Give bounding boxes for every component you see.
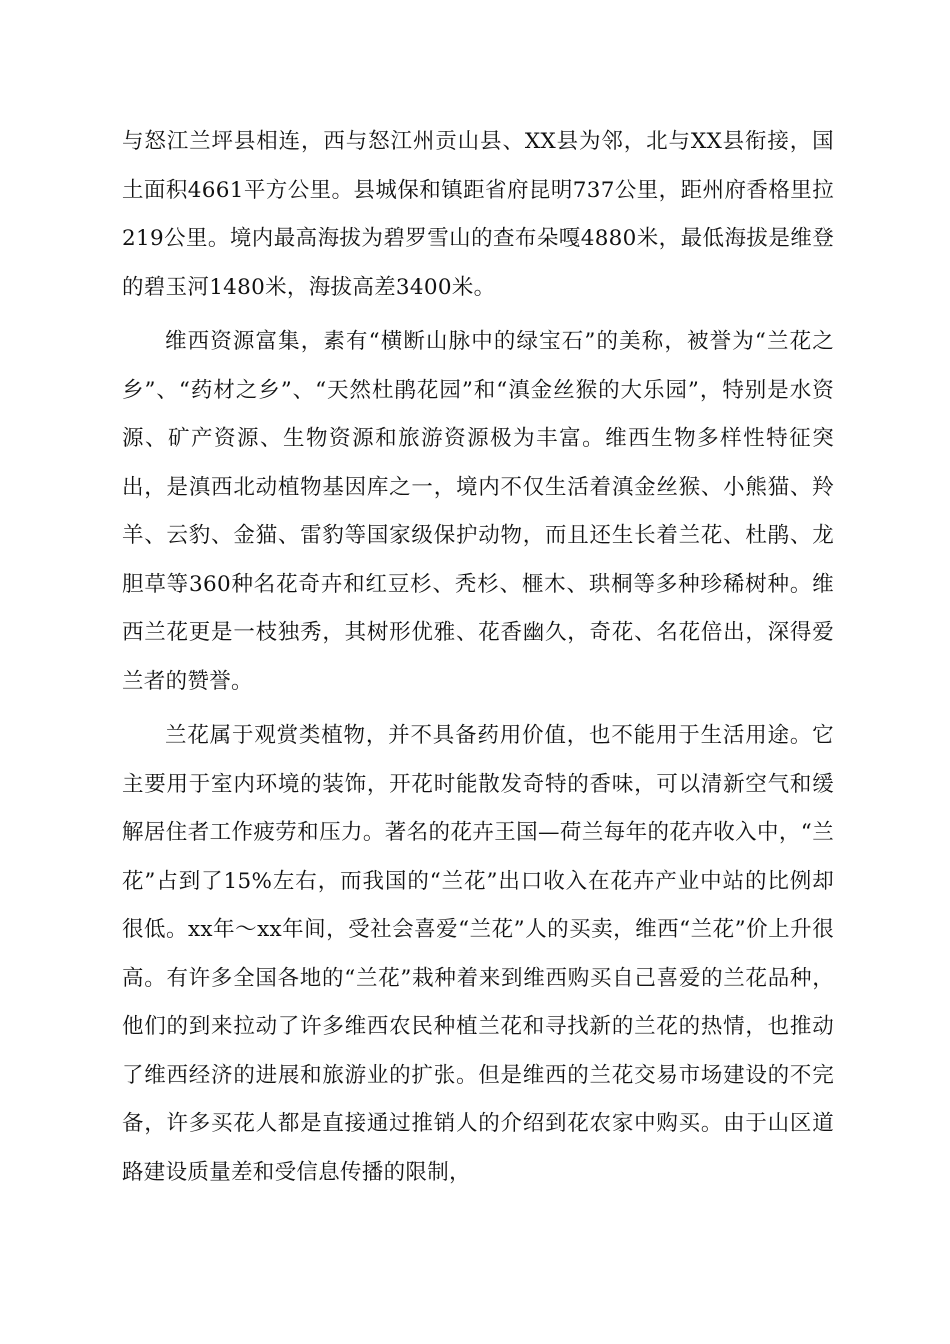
paragraph-resources: 维西资源富集，素有“横断山脉中的绿宝石”的美称，被誉为“兰花之乡”、“药材之乡”、“天然杜鹃花园”和“滇金丝猴的大乐园”，特别是水资源、矿产资源、生物资源和旅游资源极为丰富。维西生物多样性特征突出，是滇西北动植物基因库之一，境内不仅生活着滇金丝猴、小熊猫、羚羊、云豹、金猫、雷豹等国家级保护动物，而且还生长着兰花、杜鹃、龙胆草等360种名花奇卉和红豆杉、秃杉、榧木、珙桐等多种珍稀树种。维西兰花更是一枝独秀，其树形优雅、花香幽久，奇花、名花倍出，深得爱兰者的赞誉。 — [122, 329, 834, 694]
document-body — [122, 118, 834, 1197]
paragraph-orchid: 兰花属于观赏类植物，并不具备药用价值，也不能用于生活用途。它主要用于室内环境的装饰，开花时能散发奇特的香味，可以清新空气和缓解居住者工作疲劳和压力。著名的花卉王国—荷兰每年的花卉收入中，“兰花”占到了15%左右，而我国的“兰花”出口收入在花卉产业中站的比例却很低。xx年～xx年间，受社会喜爱“兰花”人的买卖，维西“兰花”价上升很高。有许多全国各地的“兰花”栽种着来到维西购买自己喜爱的兰花品种，他们的到来拉动了许多维西农民种植兰花和寻找新的兰花的热情，也推动了维西经济的进展和旅游业的扩张。但是维西的兰花交易市场建设的不完备，许多买花人都是直接通过推销人的介绍到花农家中购买。由于山区道路建设质量差和受信息传播的限制， — [122, 723, 834, 1185]
paragraph-continuation: 与怒江兰坪县相连，西与怒江州贡山县、XX县为邻，北与XX县衔接，国土面积4661平方公里。县城保和镇距省府昆明737公里，距州府香格里拉219公里。境内最高海拔为碧罗雪山的查布朵嘎4880米，最低海拔是维登的碧玉河1480米，海拔高差3400米。 — [122, 129, 834, 300]
